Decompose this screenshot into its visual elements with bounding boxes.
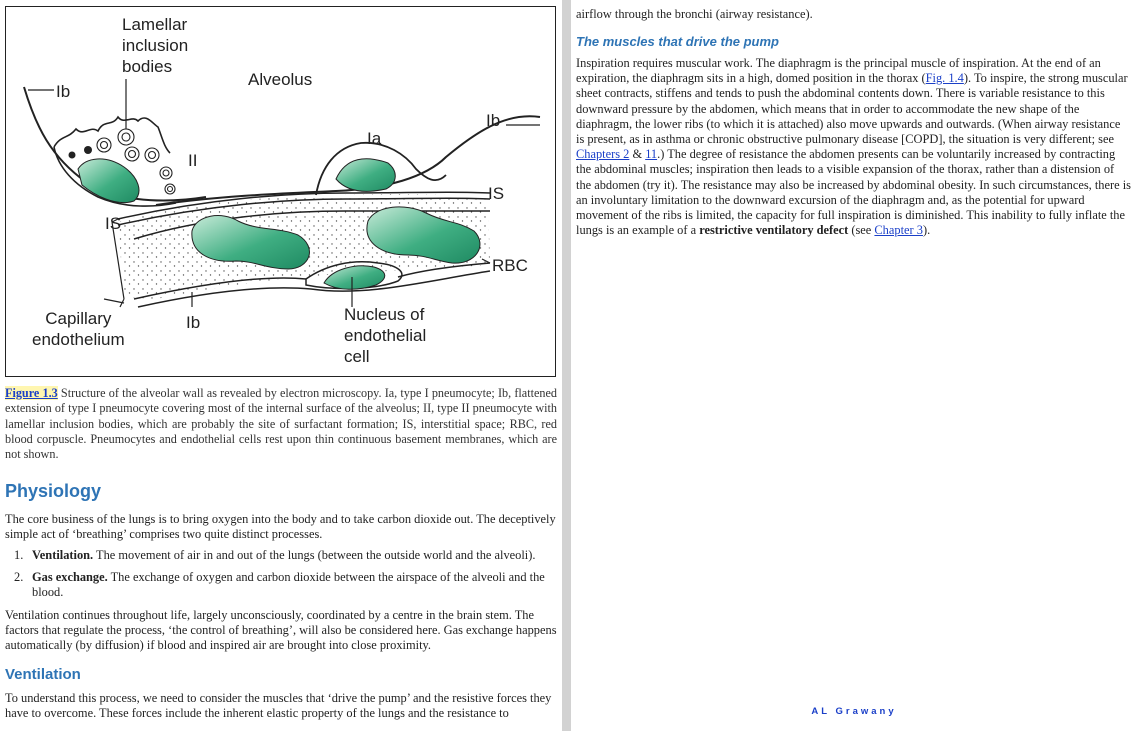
heading-physiology: Physiology — [5, 481, 102, 501]
label-ia: Ia — [367, 129, 382, 148]
paragraph-text: ). To inspire, the strong muscular sheet contracts, stiffens and tends to push the abdominal contents down. There is variable resistance to this downward pressure by the abdomen, which means that in order to accommodate the new shape of the diaphragm, the lower ribs (to which it is attached) also move upwards and outwards. (When airway resistance is present, as in asthma or chronic obstructive pulmonary disease [COPD], the situation is very different; see — [576, 71, 1128, 147]
figure-ref-link[interactable]: Figure 1.3 — [5, 386, 58, 400]
ventilation-paragraph: To understand this process, we need to consider the muscles that ‘drive the pump’ and the resistive forces they have to overcome. These forces include the inherent elastic property of the lungs and the resistance to — [5, 691, 552, 721]
label-rbc: RBC — [492, 256, 528, 275]
label-ii: II — [188, 151, 198, 170]
list-item-text: The exchange of oxygen and carbon dioxide between the airspace of the alveoli and the blood. — [32, 570, 545, 600]
list-item-text: The movement of air in and out of the lungs (between the outside world and the alveoli). — [93, 548, 536, 562]
label-capillary-endothelium: Capillary endothelium — [32, 309, 125, 349]
list-item-body — [32, 570, 559, 600]
chapter-2-link[interactable]: Chapters 2 — [576, 147, 630, 162]
physiology-intro: The core business of the lungs is to bring oxygen into the body and to take carbon dioxide out. The deceptively simple act of ‘breathing’ comprises two quite distinct processes. — [5, 512, 556, 542]
figure-caption-text: Structure of the alveolar wall as revealed by electron microscopy. Ia, type I pneumocyte; Ib, flattened extension of type I pneumocyte covering most of the internal surface of the alveolus; II, type II pneumocyte with lamellar inclusion bodies, which are probably the site of surfactant formation; IS, interstitial space; RBC, red blood corpuscle. Pneumocytes and endothelial cells rest upon thin continuous basement membranes, which are not shown. — [5, 386, 557, 462]
figure-caption — [5, 386, 557, 462]
continuation-text: airflow through the bronchi (airway resistance). — [576, 7, 813, 21]
label-lamellar-inclusion-bodies: Lamellar inclusion bodies — [122, 15, 189, 76]
label-is-right: IS — [488, 184, 505, 203]
alveolar-wall-figure — [5, 6, 556, 377]
label-is-left: IS — [105, 214, 122, 233]
list-item-term: Gas exchange. — [32, 570, 108, 585]
paragraph-text: Inspiration requires muscular work. The diaphragm is the principal muscle of inspiration. At the end of an expiration, the diaphragm sits in a high, domed position in the thorax ( — [576, 56, 1101, 86]
label-nucleus-endothelial-cell: Nucleus of endothelial cell — [344, 305, 427, 366]
list-item — [14, 548, 559, 563]
paragraph-text: & — [629, 147, 646, 162]
right-page — [571, 0, 1137, 731]
label-alveolus: Alveolus — [248, 70, 313, 89]
restrictive-defect-term: restrictive ventilatory defect — [699, 223, 849, 238]
chapter-11-link[interactable]: 11 — [645, 147, 658, 162]
heading-muscles-drive-pump: The muscles that drive the pump — [576, 34, 779, 49]
label-ib-bottom: Ib — [186, 313, 201, 332]
list-item-term: Ventilation. — [32, 548, 94, 562]
chapter-3-link[interactable]: Chapter 3 — [874, 223, 923, 238]
paragraph-text: ). — [922, 223, 931, 238]
muscles-paragraph — [576, 56, 1131, 238]
footer-watermark: AL Grawany — [811, 706, 897, 717]
list-item-number: 1. — [14, 548, 24, 562]
left-page — [0, 0, 562, 731]
fig-1-4-link[interactable]: Fig. 1.4 — [925, 71, 964, 86]
physiology-paragraph-2: Ventilation continues throughout life, largely unconsciously, coordinated by a centre in the brain stem. The factors that regulate the process, ‘the control of breathing’, will also be considered here. Gas exchange happens automatically (by diffusion) if blood and inspired air are brought into close proximity. — [5, 608, 557, 653]
label-ib-topright: Ib — [486, 111, 501, 130]
label-ib-topleft: Ib — [56, 82, 71, 101]
paragraph-text: .) The degree of resistance the abdomen presents can be voluntarily increased by contracting the abdominal muscles; inspiration then leads to a visible expansion of the thorax, rather than a distension of the abdomen (try it). The resistance may also be increased by abdominal obesity. In such circumstances, there is an involuntary limitation to the downward excursion of the diaphragm and, as the potential for upward movement of the ribs is limited, the capacity for full inspiration is diminished. This inability to fully inflate the lungs is an example of a — [576, 147, 1131, 238]
paragraph-text: (see — [848, 223, 875, 238]
list-item-number: 2. — [14, 570, 24, 585]
process-list — [14, 548, 559, 608]
heading-ventilation: Ventilation — [5, 666, 81, 683]
list-item — [14, 570, 559, 600]
list-item-body — [32, 548, 535, 563]
